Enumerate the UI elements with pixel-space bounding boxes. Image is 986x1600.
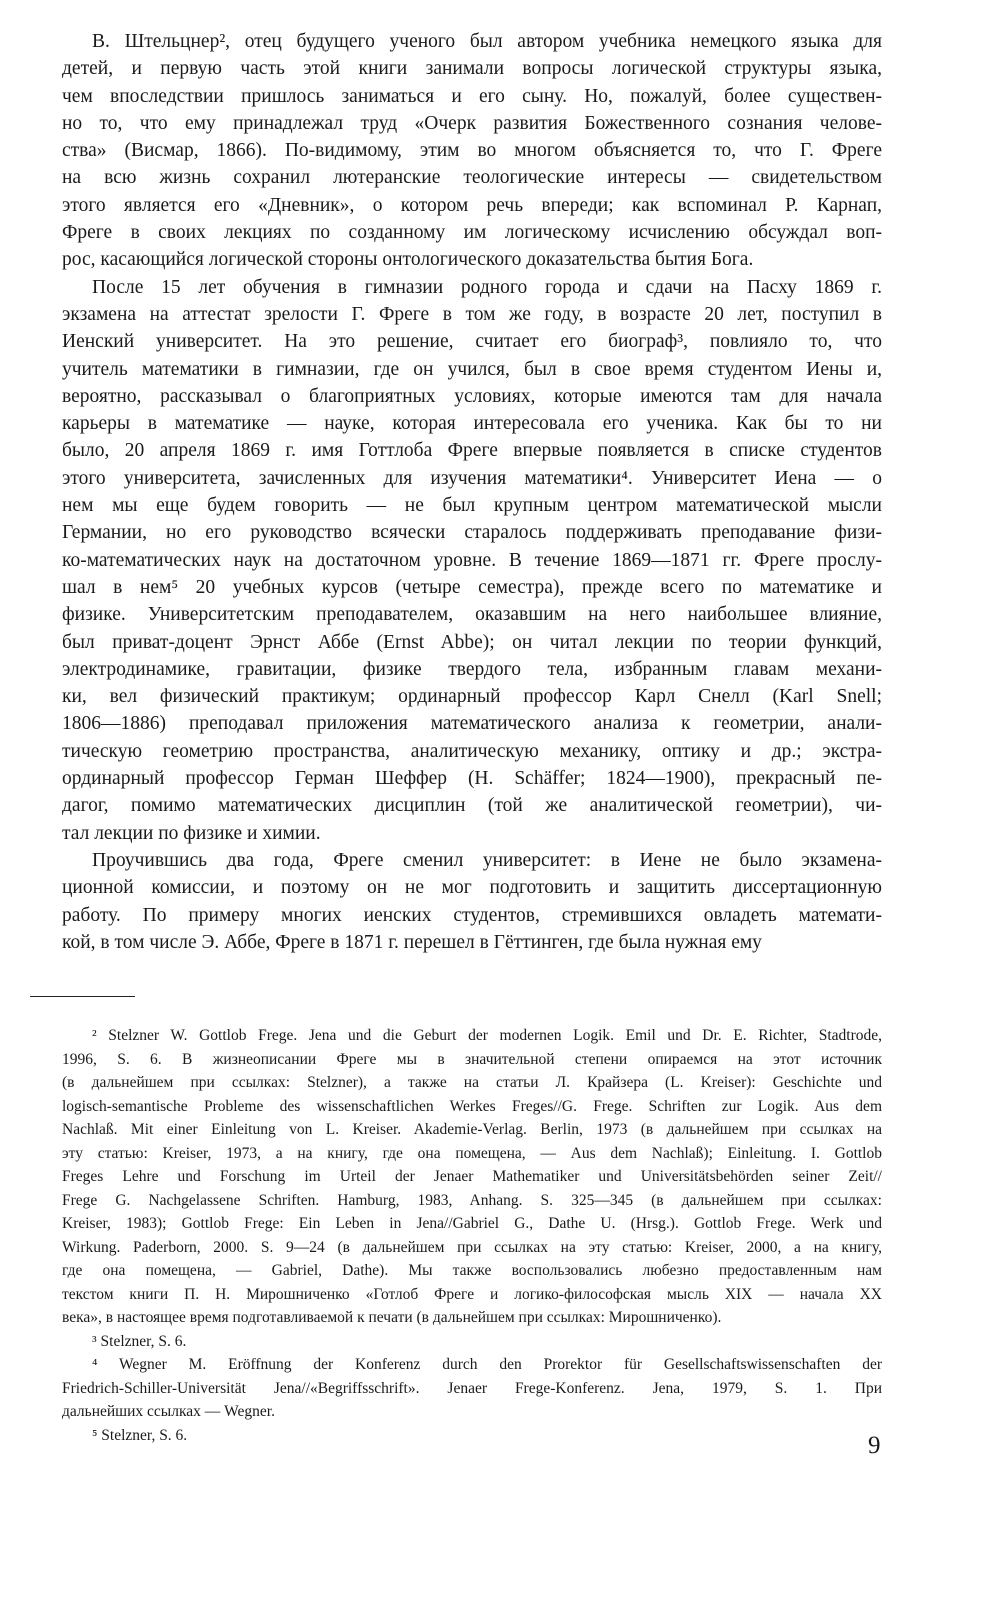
text-line: ки, вел физический практикум; ординарный профессор Карл Снелл (Karl Snell; bbox=[62, 686, 882, 708]
text-line: Freges Lehre und Forschung im Urteil der Jenaer Mathematiker und Universitätsbehörden seiner Zeit// bbox=[62, 1168, 882, 1185]
text-line: Фреге в своих лекциях по созданному им логическому исчислению обсуждал воп- bbox=[62, 222, 882, 244]
paragraph bbox=[62, 274, 882, 847]
text-line: (в дальнейшем при ссылках: Stelzner), а также на статьи Л. Крайзера (L. Kreiser): Geschichte und bbox=[62, 1074, 882, 1091]
text-line: электродинамике, гравитации, физике твердого тела, избранным главам механи- bbox=[62, 658, 882, 680]
footnote bbox=[62, 1424, 882, 1448]
main-text bbox=[62, 28, 882, 956]
text-line: Иенский университет. На это решение, считает его биограф³, повлияло то, что bbox=[62, 331, 882, 353]
text-line: 1996, S. 6. В жизнеописании Фреге мы в значительной степени опираемся на этот источник bbox=[62, 1050, 882, 1068]
text-line: века», в настоящее время подготавливаемой к печати (в дальнейшем при ссылках: Мирошниченко). bbox=[62, 1309, 722, 1326]
footnote-divider bbox=[30, 996, 135, 997]
text-line: Kreiser, 1983); Gottlob Frege: Ein Leben in Jena//Gabriel G., Dathe U. (Hrsg.). Gottlob Frege. Werk und bbox=[62, 1215, 882, 1232]
text-line: чем впоследствии пришлось заниматься и его сыну. Но, пожалуй, более существен- bbox=[62, 85, 882, 107]
text-line: работу. По примеру многих иенских студентов, стремившихся овладеть математи- bbox=[62, 904, 882, 926]
text-line: но то, что ему принадлежал труд «Очерк развития Божественного сознания челове- bbox=[62, 112, 882, 134]
text-line: ³ Stelzner, S. 6. bbox=[92, 1332, 187, 1350]
text-line: ² Stelzner W. Gottlob Frege. Jena und die Geburt der modernen Logik. Emil und Dr. E. Richter, Stadtrode, bbox=[92, 1027, 882, 1044]
text-line: ства» (Висмар, 1866). По-видимому, этим во многом объясняется то, что Г. Фреге bbox=[62, 140, 882, 162]
footnote bbox=[62, 1024, 882, 1330]
text-line: нем мы еще будем говорить — не был крупным центром математической мысли bbox=[62, 495, 882, 517]
text-line: физике. Университетским преподавателем, оказавшим на него наибольшее влияние, bbox=[62, 604, 882, 626]
text-line: дальнейших ссылках — Wegner. bbox=[62, 1403, 275, 1420]
footnote bbox=[62, 1353, 882, 1424]
text-line: рос, касающийся логической стороны онтологического доказательства бытия Бога. bbox=[62, 249, 754, 271]
text-line: тическую геометрию пространства, аналитическую механику, оптику и др.; экстра- bbox=[62, 740, 882, 762]
text-line: ционной комиссии, и поэтому он не мог подготовить и защитить диссертационную bbox=[62, 877, 882, 899]
text-line: ко-математических наук на достаточном уровне. В течение 1869—1871 гг. Фреге прослу- bbox=[62, 549, 882, 571]
text-line: этого университета, зачисленных для изучения математики⁴. Университет Иена — о bbox=[62, 467, 882, 489]
text-line: детей, и первую часть этой книги занимали вопросы логической структуры языка, bbox=[62, 58, 882, 80]
text-line: В. Штельцнер², отец будущего ученого был автором учебника немецкого языка для bbox=[92, 31, 882, 52]
text-line: где она помещена, — Gabriel, Dathe). Мы также воспользовались любезно предоставленным нам bbox=[62, 1262, 882, 1279]
text-line: Германии, но его руководство всячески старалось поддерживать преподавание физи- bbox=[62, 522, 882, 544]
text-line: Friedrich-Schiller-Universität Jena//«Begriffsschrift». Jenaer Frege-Konferenz. Jena, 1979, S. 1. При bbox=[62, 1379, 882, 1397]
text-line: экзамена на аттестат зрелости Г. Фреге в том же году, в возрасте 20 лет, поступил в bbox=[62, 303, 882, 325]
text-line: учитель математики в гимназии, где он учился, был в свое время студентом Иены и, bbox=[62, 358, 882, 380]
text-line: logisch-semantische Probleme des wissenschaftlichen Werkes Freges//G. Frege. Schriften zur Logik. Aus dem bbox=[62, 1097, 882, 1115]
text-line: вероятно, рассказывал о благоприятных условиях, которые имеются там для начала bbox=[62, 385, 882, 407]
text-line: ⁴ Wegner M. Eröffnung der Konferenz durch den Prorektor für Gesellschaftswissenschaften der bbox=[92, 1356, 882, 1373]
text-line: ординарный профессор Герман Шеффер (H. Schäffer; 1824—1900), прекрасный пе- bbox=[62, 768, 882, 790]
text-line: было, 20 апреля 1869 г. имя Готтлоба Фреге впервые появляется в списке студентов bbox=[62, 440, 882, 462]
text-line: был приват-доцент Эрнст Аббе (Ernst Abbe); он читал лекции по теории функций, bbox=[62, 631, 882, 653]
text-line: шал в нем⁵ 20 учебных курсов (четыре семестра), прежде всего по математике и bbox=[62, 576, 882, 598]
text-line: дагог, помимо математических дисциплин (той же аналитической геометрии), чи- bbox=[62, 795, 882, 817]
text-line: Wirkung. Paderborn, 2000. S. 9—24 (в дальнейшем при ссылках на эту статью: Kreiser, 2000, а на книгу, bbox=[62, 1238, 882, 1256]
footnote bbox=[62, 1330, 882, 1354]
text-line: После 15 лет обучения в гимназии родного города и сдачи на Пасху 1869 г. bbox=[92, 276, 882, 298]
text-line: эту статью: Kreiser, 1973, а на книгу, где она помещена, — Aus dem Nachlaß); Einleitung. I. Gottlob bbox=[62, 1144, 882, 1162]
text-line: Проучившись два года, Фреге сменил университет: в Иене не было экзамена- bbox=[92, 849, 882, 871]
paragraph bbox=[62, 847, 882, 956]
text-line: 1806—1886) преподавал приложения математического анализа к геометрии, анали- bbox=[62, 713, 882, 735]
text-line: карьеры в математике — науке, которая интересовала его ученика. Как бы то ни bbox=[62, 413, 882, 435]
text-line: Frege G. Nachgelassene Schriften. Hamburg, 1983, Anhang. S. 325—345 (в дальнейшем при ссылках: bbox=[62, 1191, 882, 1209]
text-line: этого является его «Дневник», о котором речь впереди; как вспоминал Р. Карнап, bbox=[62, 194, 882, 216]
paragraph bbox=[62, 28, 882, 274]
text-line: кой, в том числе Э. Аббе, Фреге в 1871 г. перешел в Гёттинген, где была нужная ему bbox=[62, 931, 762, 953]
text-line: на всю жизнь сохранил лютеранские теологические интересы — свидетельством bbox=[62, 167, 882, 189]
text-line: Nachlaß. Mit einer Einleitung von L. Kreiser. Akademie-Verlag. Berlin, 1973 (в дальнейшем при ссылках на bbox=[62, 1121, 882, 1138]
text-line: ⁵ Stelzner, S. 6. bbox=[92, 1426, 188, 1444]
text-line: тал лекции по физике и химии. bbox=[62, 822, 321, 844]
page-number: 9 bbox=[868, 1432, 881, 1459]
text-line: текстом книги П. Н. Мирошниченко «Готлоб Фреге и логико-философская мысль XIX — начала XX bbox=[62, 1285, 882, 1303]
footnotes bbox=[62, 1024, 882, 1447]
